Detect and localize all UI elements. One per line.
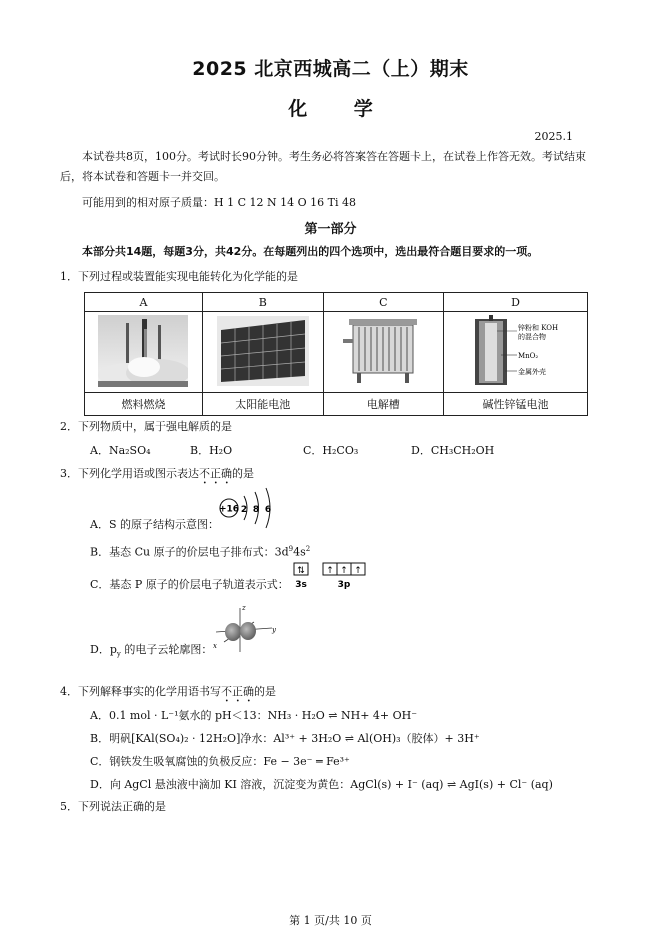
nucleus-charge: +16 [218,504,240,515]
shell-3-count: 6 [264,505,272,515]
question-2-option-c: C．H₂CO₃ [303,444,359,457]
question-4-option-c: C．钢铁发生吸氧腐蚀的负极反应：Fe − 3e⁻ ═ Fe³⁺ [90,755,350,768]
orbital-diagram [293,562,373,590]
question-4-stem [60,682,276,705]
svg-text:↑: ↑ [340,566,348,576]
question-3-stem [60,464,254,487]
option-b-sup2: 2 [305,545,311,553]
label-3s: 3s [295,580,307,590]
solar-panel-image-cell [202,312,323,393]
question-4-option-d: D．向 AgCl 悬浊液中滴加 KI 溶液，沉淀变为黄色：AgCl(s) + I⁻ (aq) ⇌ AgI(s) + Cl⁻ (aq) [90,778,553,791]
question-4-stem-emph: 不正确 [221,685,254,698]
shell-2-count: 8 [252,505,260,515]
option-d-sub: y [116,650,121,659]
alkaline-battery-image [461,313,571,389]
p-orbital-diagram [210,602,280,658]
question-4-option-a: A．0.1 mol · L⁻¹氨水的 pH＜13：NH₃ · H₂O ⇌ NH+ 4+ OH⁻ [90,709,418,722]
label-3p: 3p [337,580,351,590]
question-3-stem-emph: 不正确 [199,467,232,480]
shell-1-count: 2 [240,505,248,515]
question-2-option-a: A．Na₂SO₄ [90,444,151,457]
caption-a: 燃料燃烧 [85,393,203,416]
sulfur-atom-diagram [218,486,278,534]
svg-text:⇅: ⇅ [297,566,305,576]
option-b-sup1: 9 [288,545,294,553]
svg-text:↑: ↑ [326,566,334,576]
battery-label-mno2: MnO₂ [517,351,538,360]
question-1-table [84,292,588,416]
question-4-option-b: B．明矾[KAl(SO₄)₂ · 12H₂O]净水：Al³⁺ + 3H₂O ⇌ Al(OH)₃（胶体）+ 3H⁺ [90,732,480,745]
option-header-d: D [444,293,588,312]
option-b-mid: 4s [293,545,306,559]
option-d-post: 的电子云轮廓图： [120,643,213,656]
axis-y-label: y [272,626,276,634]
option-b-pre: B．基态 Cu 原子的价层电子排布式：3d [90,545,289,559]
solar-panel-image [217,316,309,386]
exam-date: 2025.1 [534,130,573,143]
question-4-stem-pre: 4．下列解释事实的化学用语书写 [60,685,221,698]
question-3-option-d [90,640,212,664]
atomic-masses: 可能用到的相对原子质量：H 1 C 12 N 14 O 16 Ti 48 [82,196,356,209]
caption-b: 太阳能电池 [202,393,323,416]
option-header-b: B [202,293,323,312]
axis-x-label: x [213,642,217,650]
section-rule: 本部分共14题，每题3分，共42分。在每题列出的四个选项中，选出最符合题目要求的一项。 [82,245,539,258]
rocket-launch-image-cell [85,312,203,393]
question-3-stem-post: 的是 [232,467,254,480]
exam-title: 2025 北京西城高二（上）期末 [192,58,469,80]
battery-label-zinc-2: 的混合物 [517,332,546,341]
battery-label-zinc: 锌粉和 KOH [517,323,558,332]
question-5-stem: 5．下列说法正确的是 [60,800,166,813]
caption-c: 电解槽 [323,393,444,416]
svg-text:↑: ↑ [354,566,362,576]
caption-d: 碱性锌锰电池 [444,393,588,416]
exam-subject: 化 学 [288,98,373,120]
page-footer: 第 1 页/共 10 页 [289,914,372,927]
axis-z-label: z [242,604,246,612]
electrolyzer-image-cell [323,312,444,393]
question-3-option-b [90,539,310,563]
question-2-option-b: B．H₂O [190,444,233,457]
electrolyzer-image [337,315,429,387]
option-header-c: C [323,293,444,312]
option-header-a: A [85,293,203,312]
instructions: 本试卷共8页，100分。考试时长90分钟。考生务必将答案答在答题卡上，在试卷上作答无效。考试结束后，将本试卷和答题卡一并交回。 [60,150,586,183]
question-3-option-c: C．基态 P 原子的价层电子轨道表示式： [90,578,289,591]
option-d-pre: D．p [90,643,117,656]
alkaline-battery-image-cell [444,312,588,393]
section-heading: 第一部分 [304,222,357,237]
rocket-launch-image [98,315,188,387]
battery-label-shell: 金属外壳 [517,367,546,376]
question-2-option-d: D．CH₃CH₂OH [411,444,495,457]
question-3-stem-pre: 3．下列化学用语或图示表达 [60,467,199,480]
question-3-option-a: A．S 的原子结构示意图： [90,518,219,531]
question-4-stem-post: 的是 [254,685,276,698]
question-2-stem: 2．下列物质中，属于强电解质的是 [60,420,232,433]
question-1-stem: 1．下列过程或装置能实现电能转化为化学能的是 [60,270,298,283]
